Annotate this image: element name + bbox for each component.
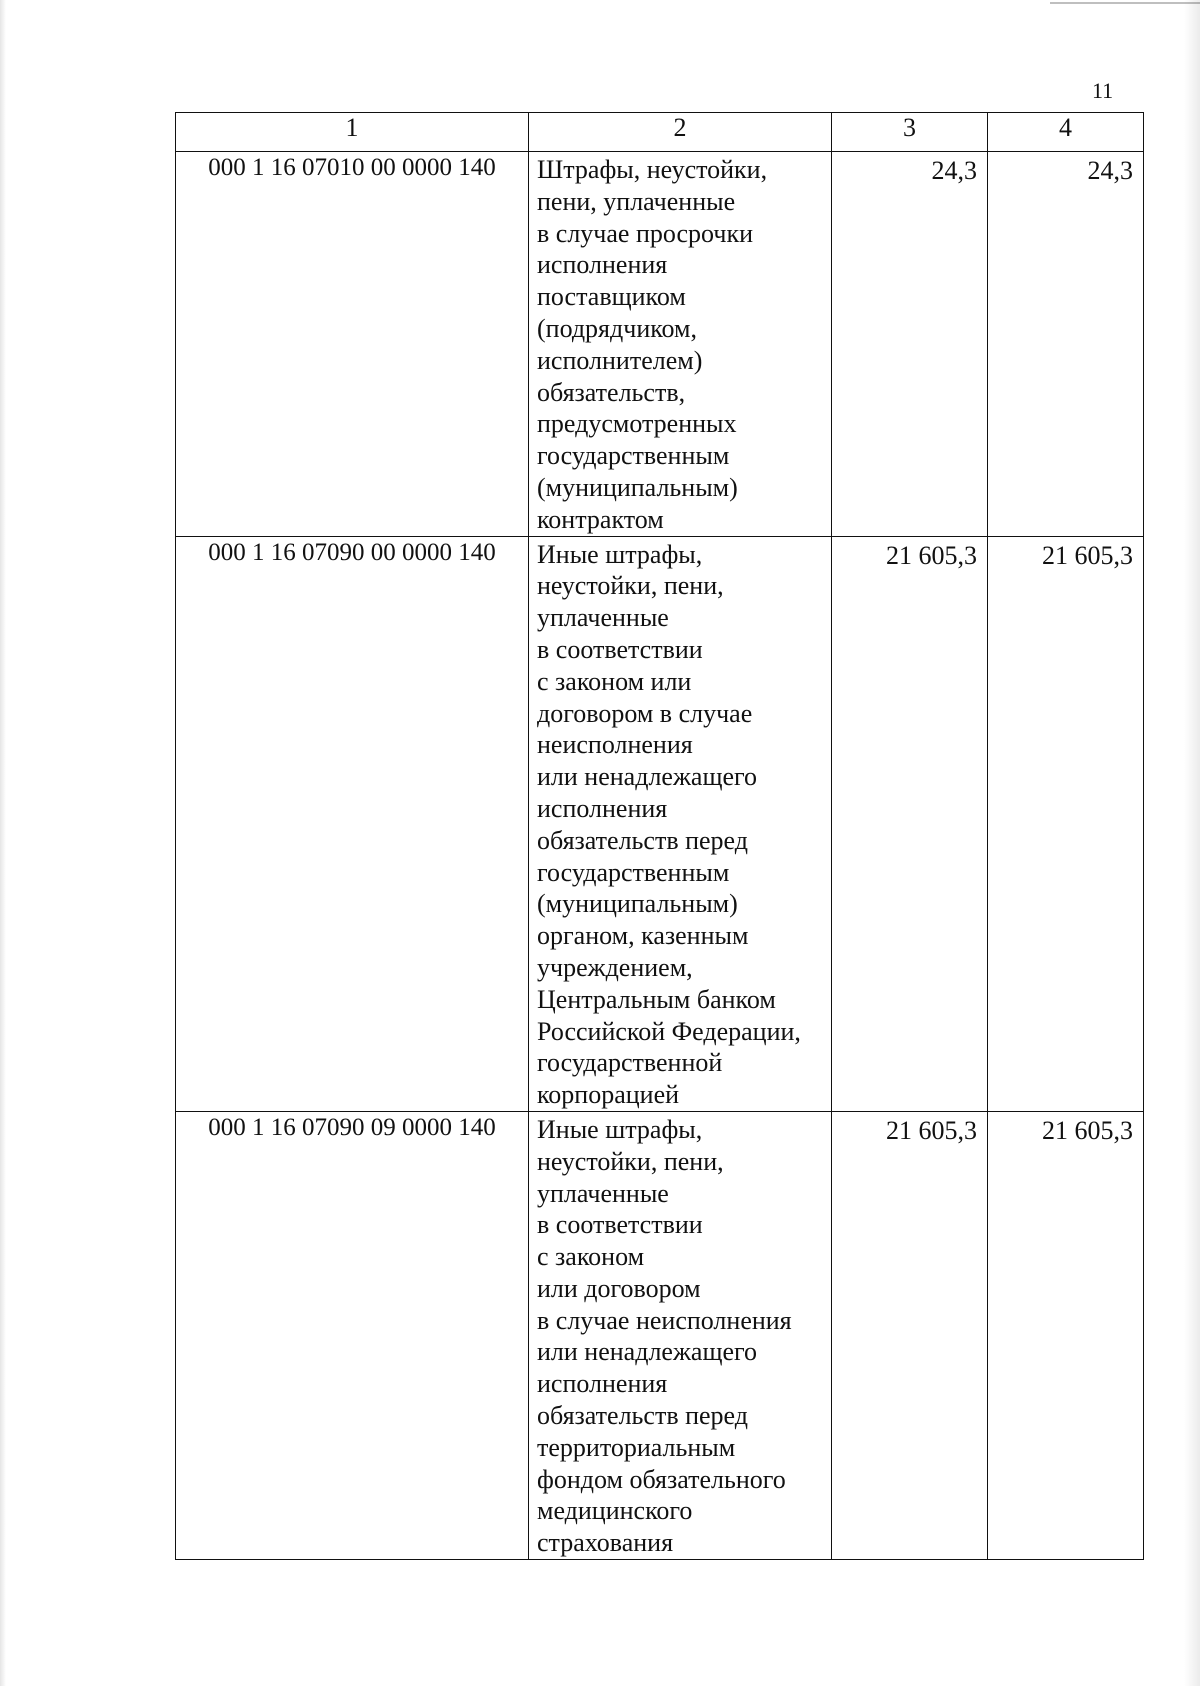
revenue-description: Иные штрафы, неустойки, пени, уплаченные в соответствии с законом или договором в случае неисполнения или ненадлежащего исполнения обязательств перед территориальным фондом обязательного медицинского страхования [529,1111,832,1559]
value-col-4: 21 605,3 [988,536,1144,1111]
header-col-2: 2 [529,113,832,152]
value-col-3: 24,3 [832,152,988,537]
value-col-3: 21 605,3 [832,1111,988,1559]
table-row [176,536,1144,1111]
header-col-1: 1 [176,113,529,152]
budget-code: 000 1 16 07010 00 0000 140 [176,152,529,537]
page-number: 11 [1092,78,1114,103]
table-row [176,152,1144,537]
revenue-description: Иные штрафы, неустойки, пени, уплаченные в соответствии с законом или договором в случае неисполнения или ненадлежащего исполнения обязательств перед государственным (муниципальным) органом, казенным учреждением, Центральным банком Российской Федерации, государственной корпорацией [529,536,832,1111]
table-row [176,1111,1144,1559]
budget-table [175,112,1144,1560]
scan-edge-right [1184,0,1200,1686]
value-col-4: 24,3 [988,152,1144,537]
header-col-3: 3 [832,113,988,152]
revenue-description: Штрафы, неустойки, пени, уплаченные в случае просрочки исполнения поставщиком (подрядчиком, исполнителем) обязательств, предусмотренных государственным (муниципальным) контрактом [529,152,832,537]
header-col-4: 4 [988,113,1144,152]
budget-code: 000 1 16 07090 09 0000 140 [176,1111,529,1559]
value-col-3: 21 605,3 [832,536,988,1111]
budget-code: 000 1 16 07090 00 0000 140 [176,536,529,1111]
value-col-4: 21 605,3 [988,1111,1144,1559]
header-row [176,113,1144,152]
scan-edge-top [1050,2,1200,4]
scan-edge-left [0,0,6,1686]
